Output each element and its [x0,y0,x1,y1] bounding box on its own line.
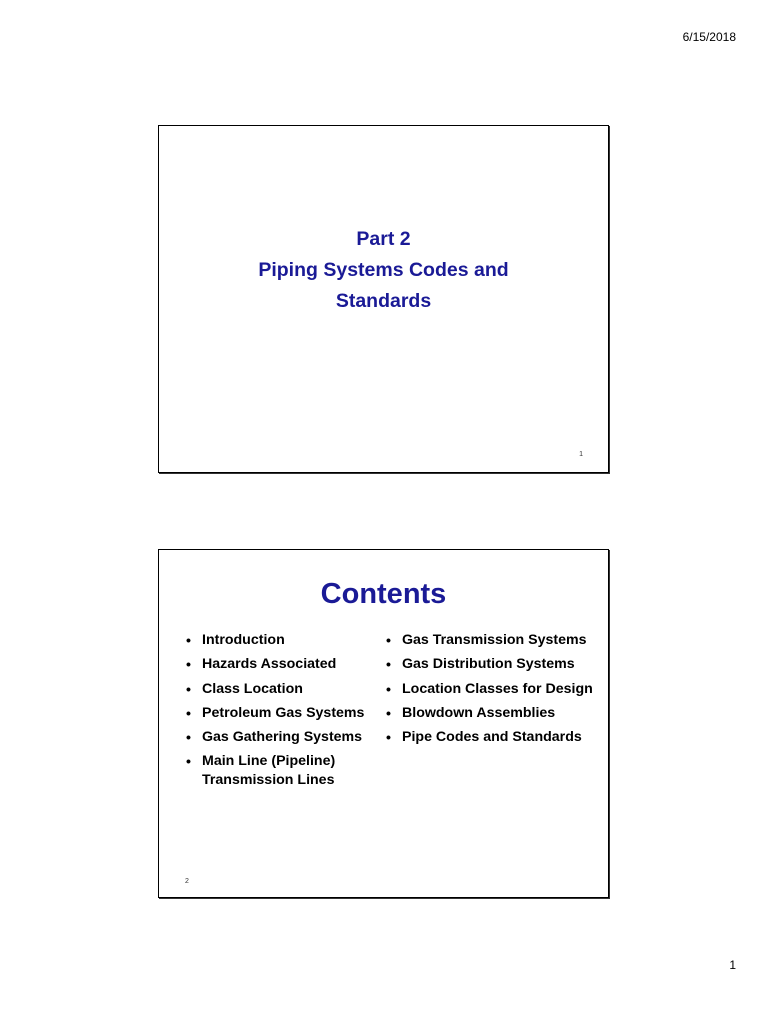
list-item [186,629,382,653]
list-item-label: Pipe Codes and Standards [402,729,582,746]
list-item [386,726,608,750]
list-item [386,629,608,653]
bullet-icon: • [186,681,191,698]
bullet-icon: • [186,754,191,771]
list-item-label: Location Classes for Design [402,680,593,697]
bullet-icon: • [186,657,191,674]
contents-list-left [186,629,382,790]
bullet-icon: • [386,657,391,674]
list-item [386,678,608,702]
list-item [386,702,608,726]
bullet-icon: • [386,681,391,698]
bullet-icon: • [386,730,391,747]
list-item-label: Main Line (Pipeline) Transmission Lines [202,753,336,789]
list-item-label: Gas Transmission Systems [402,632,587,648]
list-item-label: Introduction [202,632,285,648]
page-date: 6/15/2018 [682,30,736,44]
slide-1-title-line: Part 2 [356,228,411,250]
list-item [186,702,382,726]
list-item-label: Petroleum Gas Systems [202,704,365,721]
slide-1-title-line: Piping Systems Codes and [258,259,509,281]
list-item [186,750,382,790]
bullet-icon: • [186,705,191,722]
bullet-icon: • [386,633,391,649]
list-item-label: Blowdown Assemblies [402,704,556,721]
bullet-icon: • [386,705,391,722]
page-number: 1 [729,958,736,972]
list-item-label: Gas Gathering Systems [202,729,363,746]
list-item [186,678,382,702]
list-item-label: Class Location [202,680,303,697]
slide-1-number: 1 [579,451,583,458]
contents-list-right [386,629,608,750]
slide-2-number: 2 [185,878,189,885]
slide-1-title-line: Standards [335,290,432,312]
contents-heading: Contents [320,578,447,610]
list-item [386,653,608,677]
bullet-icon: • [186,730,191,747]
bullet-icon: • [186,633,191,649]
list-item-label: Gas Distribution Systems [402,656,575,673]
list-item [186,726,382,750]
list-item-label: Hazards Associated [202,656,337,673]
slide-1-title [159,224,608,317]
slide-1 [158,125,609,473]
list-item [186,653,382,677]
